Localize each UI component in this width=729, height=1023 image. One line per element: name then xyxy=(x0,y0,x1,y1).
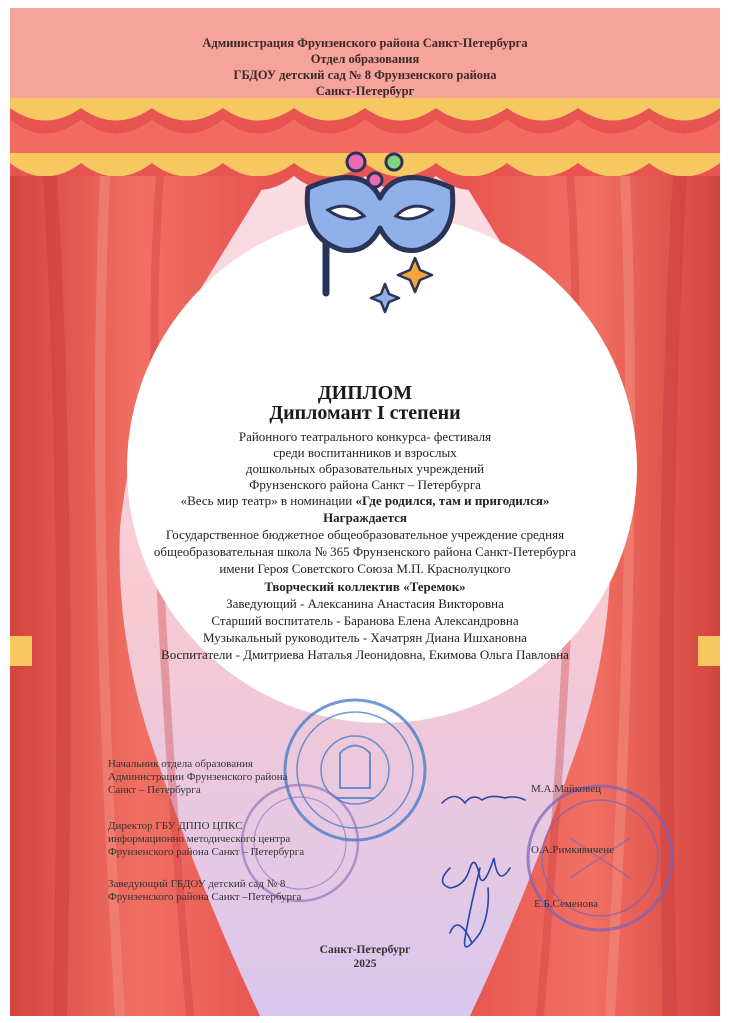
diploma-title: ДИПЛОМ xyxy=(317,382,413,404)
signatory-1-line-2: Администрации Фрунзенского района xyxy=(108,771,288,783)
diploma-page xyxy=(10,8,720,1016)
signatory-1-name: М.А.Майковец xyxy=(531,783,601,795)
signatory-2-title xyxy=(108,820,304,859)
contest-nomination-line xyxy=(10,493,720,509)
award-label: Награждается xyxy=(323,510,407,525)
header-city: Санкт-Петербург xyxy=(315,84,415,98)
header-kindergarten: ГБДОУ детский сад № 8 Фрунзенского района xyxy=(233,68,497,82)
signatory-3-line-2: Фрунзенского района Санкт –Петербурга xyxy=(108,891,302,903)
signatory-2-line-3: Фрунзенского района Санкт – Петербурга xyxy=(108,846,305,858)
signatory-2-name: О.А.Римкявичене xyxy=(531,844,615,856)
award-org-line-1: Государственное бюджетное общеобразовательное учреждение средняя xyxy=(165,527,565,542)
signatory-1-title xyxy=(108,758,288,797)
signatory-2-line-1: Директор ГБУ ДППО ЦПКС xyxy=(108,820,243,832)
header-department: Отдел образования xyxy=(310,52,420,66)
award-org-line-2: общеобразовательная школа № 365 Фрунзенского района Санкт-Петербурга xyxy=(153,544,577,559)
signatory-3-title xyxy=(108,878,301,904)
nomination-title: «Где родился, там и пригодился» xyxy=(355,493,550,508)
contest-line-1: Районного театрального конкурса- фестиваля xyxy=(238,429,492,444)
award-member-2: Старший воспитатель - Баранова Елена Александровна xyxy=(211,613,519,628)
contest-line-3: дошкольных образовательных учреждений xyxy=(245,461,485,476)
contest-line-4: Фрунзенского района Санкт – Петербурга xyxy=(249,477,481,492)
signatory-2-line-2: информационно методического центра xyxy=(108,833,291,845)
footer-year: 2025 xyxy=(353,958,377,970)
award-collective: Творческий коллектив «Теремок» xyxy=(264,579,466,594)
signatory-1-line-3: Санкт – Петербурга xyxy=(108,784,201,796)
header-administration: Администрация Фрунзенского района Санкт-Петербурга xyxy=(202,36,528,50)
award-member-1: Заведующий - Алексанина Анастасия Викторовна xyxy=(226,596,504,611)
nomination-prefix: «Весь мир театр» в номинации xyxy=(180,493,356,508)
signatory-3-name: Е.Б.Семенова xyxy=(534,898,599,910)
award-org-line-3: имени Героя Советского Союза М.П. Краснолуцкого xyxy=(219,561,511,576)
contest-line-2: среди воспитанников и взрослых xyxy=(273,445,457,460)
diploma-degree: Дипломант I степени xyxy=(269,402,461,424)
footer-city: Санкт-Петербург xyxy=(319,944,411,956)
award-member-4: Воспитатели - Дмитриева Наталья Леонидовна, Екимова Ольга Павловна xyxy=(161,647,569,662)
award-member-3: Музыкальный руководитель - Хачатрян Диана Ишхановна xyxy=(203,630,527,645)
signatory-1-line-1: Начальник отдела образования xyxy=(108,758,253,770)
signatory-3-line-1: Заведующий ГБДОУ детский сад № 8 xyxy=(108,878,286,890)
